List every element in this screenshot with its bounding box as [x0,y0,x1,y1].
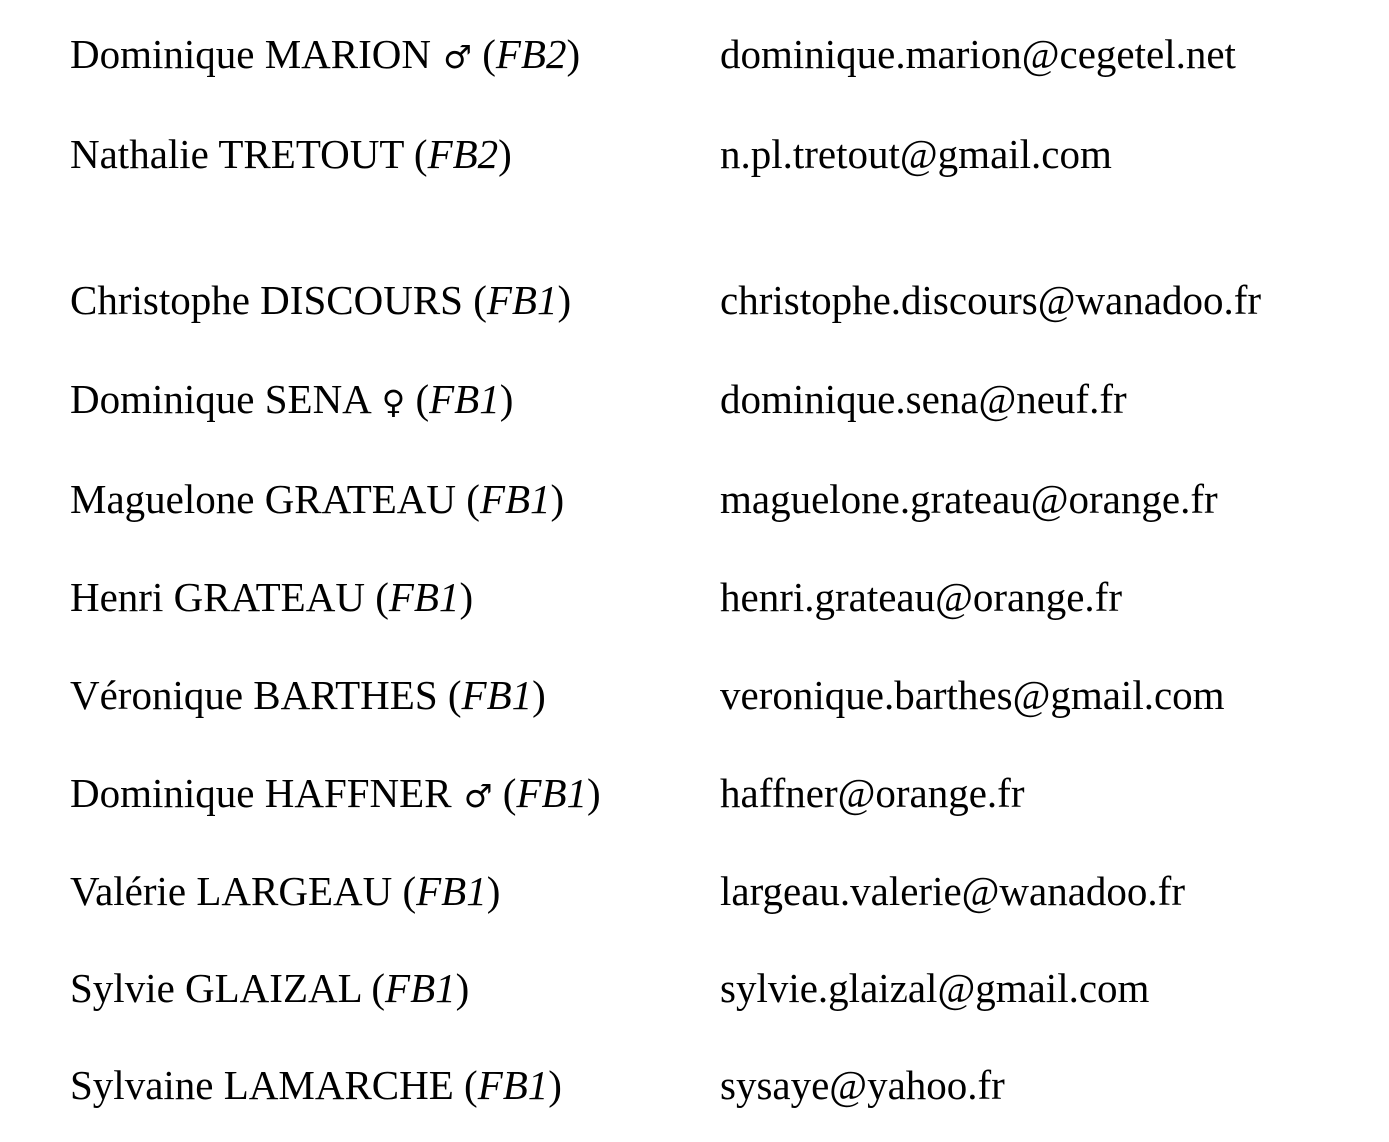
gender-symbol: ♂ [463,777,493,815]
group-code: FB1 [416,868,487,914]
member-name-cell: Maguelone GRATEAU (FB1) [70,476,565,522]
member-name-cell: Valérie LARGEAU (FB1) [70,868,501,914]
member-name-cell: Nathalie TRETOUT (FB2) [70,131,512,177]
member-row [0,665,1389,725]
group-code: FB1 [429,376,500,422]
member-name: Sylvie GLAIZAL [70,965,362,1011]
member-name: Maguelone GRATEAU [70,476,457,522]
member-name-cell: Dominique SENA ♀ (FB1) [70,376,514,422]
member-name-cell: Véronique BARTHES (FB1) [70,672,546,718]
member-email: sysaye@yahoo.fr [720,1062,1005,1108]
member-name: Dominique HAFFNER [70,770,452,816]
gender-symbol: ♂ [443,38,472,76]
member-name-cell: Christophe DISCOURS (FB1) [70,277,572,323]
member-row [0,1055,1389,1115]
member-row [0,24,1389,84]
group-code: FB2 [495,31,567,77]
member-name-cell: Dominique MARION ♂ (FB2) [70,31,581,77]
member-name-cell: Sylvie GLAIZAL (FB1) [70,965,470,1011]
member-row [0,124,1389,184]
gender-symbol: ♀ [381,383,406,421]
group-code: FB1 [516,770,587,816]
member-row [0,763,1389,823]
group-code: FB2 [427,131,499,177]
member-name-cell: Dominique HAFFNER ♂ (FB1) [70,770,601,816]
member-name: Valérie LARGEAU [70,868,393,914]
member-email: henri.grateau@orange.fr [720,574,1122,620]
member-name: Nathalie TRETOUT [70,131,404,177]
member-name: Christophe DISCOURS [70,277,463,323]
group-code: FB1 [461,672,533,718]
member-email: haffner@orange.fr [720,770,1025,816]
group-code: FB1 [486,277,558,323]
member-row [0,958,1389,1018]
group-code: FB1 [385,965,456,1011]
member-name: Dominique SENA [70,376,370,422]
member-email: veronique.barthes@gmail.com [720,672,1225,718]
member-email: dominique.sena@neuf.fr [720,376,1127,422]
member-email: christophe.discours@wanadoo.fr [720,277,1262,323]
member-name-cell: Sylvaine LAMARCHE (FB1) [70,1062,562,1108]
member-name: Dominique MARION [70,31,432,77]
member-row [0,861,1389,921]
member-email: dominique.marion@cegetel.net [720,31,1236,77]
member-name: Véronique BARTHES [70,672,438,718]
member-row [0,469,1389,529]
group-code: FB1 [479,476,551,522]
member-email: sylvie.glaizal@gmail.com [720,965,1150,1011]
member-row [0,369,1389,429]
group-code: FB1 [388,574,460,620]
group-code: FB1 [477,1062,549,1108]
member-email: largeau.valerie@wanadoo.fr [720,868,1185,914]
member-row [0,270,1389,330]
member-name: Henri GRATEAU [70,574,365,620]
member-email: n.pl.tretout@gmail.com [720,131,1112,177]
member-row [0,567,1389,627]
member-name: Sylvaine LAMARCHE [70,1062,454,1108]
member-name-cell: Henri GRATEAU (FB1) [70,574,474,620]
member-email: maguelone.grateau@orange.fr [720,476,1218,522]
